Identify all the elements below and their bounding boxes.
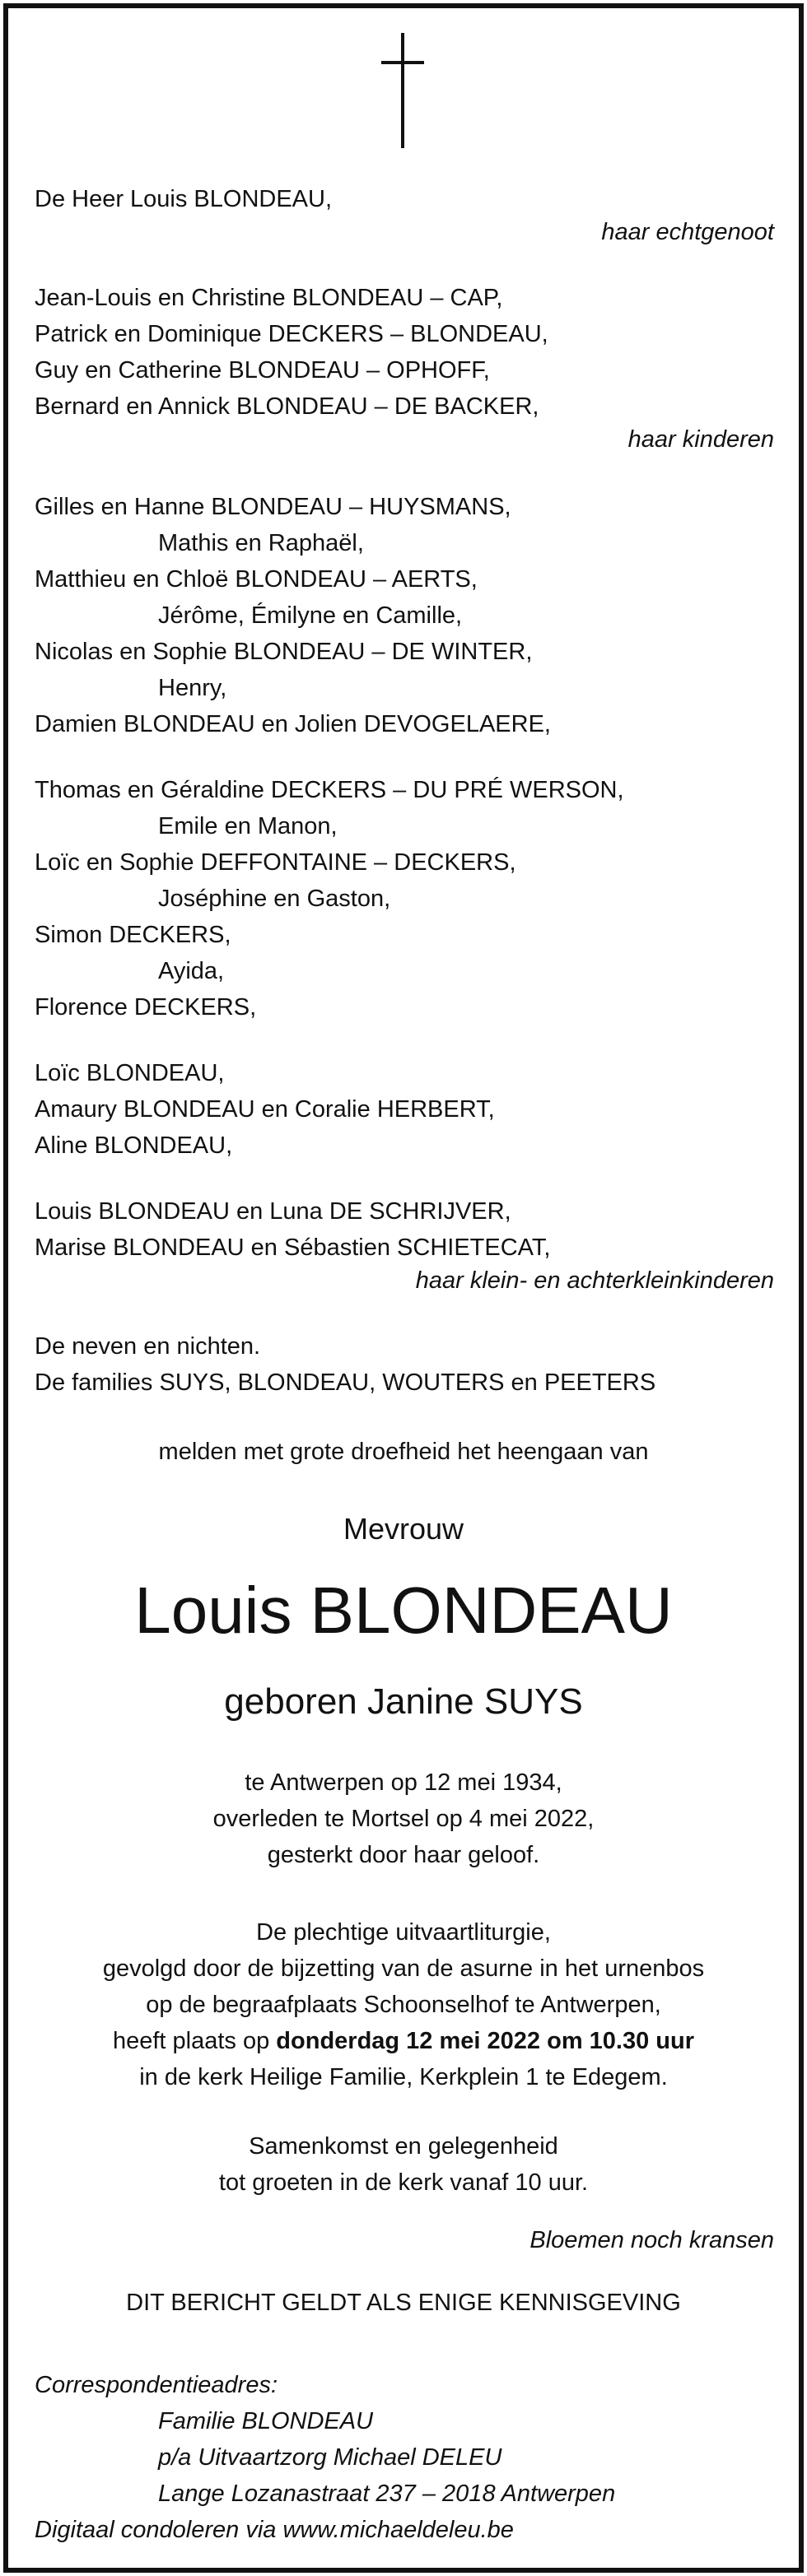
ceremony-date-line <box>0 2023 807 2059</box>
grandchild-line: Loïc BLONDEAU, <box>35 1060 225 1086</box>
deceased-detail: te Antwerpen op 12 mei 1934, <box>245 1769 562 1796</box>
child-line: Jean-Louis en Christine BLONDEAU – CAP, <box>35 285 503 311</box>
grandchild-line: Simon DECKERS, <box>35 922 231 948</box>
online-condolence-link[interactable]: Digitaal condoleren via www.michaeldeleu.be <box>35 2517 514 2543</box>
great-grandchild-line: Mathis en Raphaël, <box>158 530 364 556</box>
ceremony-date-prefix: heeft plaats op <box>112 2028 277 2054</box>
ceremony-line: De plechtige uitvaartliturgie, <box>256 1919 551 1946</box>
grandchild-line: Thomas en Géraldine DECKERS – DU PRÉ WERSON, <box>35 777 624 803</box>
deceased-name: Louis BLONDEAU <box>134 1574 673 1647</box>
deceased-detail: gesterkt door haar geloof. <box>267 1842 540 1868</box>
grandchild-line: Damien BLONDEAU en Jolien DEVOGELAERE, <box>35 711 551 737</box>
notice: DIT BERICHT GELDT ALS ENIGE KENNISGEVING <box>126 2290 681 2316</box>
grandchild-line: Amaury BLONDEAU en Coralie HERBERT, <box>35 1096 495 1123</box>
spouse-role: haar echtgenoot <box>601 219 774 245</box>
deceased-detail: overleden te Mortsel op 4 mei 2022, <box>212 1806 595 1832</box>
ceremony-date-mid: om <box>540 2028 590 2054</box>
announcement: melden met grote droefheid het heengaan van <box>158 1439 649 1465</box>
flowers-note: Bloemen noch kransen <box>529 2227 774 2253</box>
grandchild-line: Louis BLONDEAU en Luna DE SCHRIJVER, <box>35 1198 511 1225</box>
grandchild-line: Matthieu en Chloë BLONDEAU – AERTS, <box>35 566 478 593</box>
cross-icon <box>0 0 807 165</box>
grandchild-line: Loïc en Sophie DEFFONTAINE – DECKERS, <box>35 849 516 876</box>
family-line: De families SUYS, BLONDEAU, WOUTERS en PEETERS <box>35 1369 656 1396</box>
correspondence-line: Familie BLONDEAU <box>158 2408 374 2434</box>
grandchild-line: Marise BLONDEAU en Sébastien SCHIETECAT, <box>35 1235 551 1261</box>
ceremony-line: gevolgd door de bijzetting van de asurne in het urnenbos <box>102 1955 705 1982</box>
grandchild-line: Nicolas en Sophie BLONDEAU – DE WINTER, <box>35 639 533 665</box>
ceremony-time: 10.30 uur <box>589 2028 695 2054</box>
ceremony-date: donderdag 12 mei 2022 <box>276 2028 541 2054</box>
correspondence-line: Lange Lozanastraat 237 – 2018 Antwerpen <box>158 2481 616 2507</box>
grandchild-line: Gilles en Hanne BLONDEAU – HUYSMANS, <box>35 494 511 520</box>
spouse-name: De Heer Louis BLONDEAU, <box>35 186 333 212</box>
child-line: Patrick en Dominique DECKERS – BLONDEAU, <box>35 321 548 347</box>
great-grandchild-line: Emile en Manon, <box>158 813 338 839</box>
correspondence-line: p/a Uitvaartzorg Michael DELEU <box>158 2444 502 2471</box>
gathering-line: tot groeten in de kerk vanaf 10 uur. <box>218 2169 589 2196</box>
grandchildren-role: haar klein- en achterkleinkinderen <box>415 1267 774 1294</box>
great-grandchild-line: Ayida, <box>158 958 225 984</box>
grandchild-line: Florence DECKERS, <box>35 994 257 1021</box>
deceased-born-as: geboren Janine SUYS <box>224 1681 583 1722</box>
child-line: Bernard en Annick BLONDEAU – DE BACKER, <box>35 393 539 420</box>
children-role: haar kinderen <box>627 426 774 453</box>
grandchild-line: Aline BLONDEAU, <box>35 1132 233 1159</box>
ceremony-line: op de begraafplaats Schoonselhof te Antwerpen, <box>146 1992 661 2018</box>
deceased-title: Mevrouw <box>343 1512 464 1546</box>
family-line: De neven en nichten. <box>35 1333 261 1360</box>
great-grandchild-line: Jérôme, Émilyne en Camille, <box>158 602 463 629</box>
ceremony-line: in de kerk Heilige Familie, Kerkplein 1 te Edegem. <box>139 2064 668 2090</box>
great-grandchild-line: Joséphine en Gaston, <box>158 886 391 912</box>
gathering-line: Samenkomst en gelegenheid <box>249 2133 558 2160</box>
great-grandchild-line: Henry, <box>158 675 227 701</box>
correspondence-label: Correspondentieadres: <box>35 2372 278 2398</box>
child-line: Guy en Catherine BLONDEAU – OPHOFF, <box>35 357 490 384</box>
